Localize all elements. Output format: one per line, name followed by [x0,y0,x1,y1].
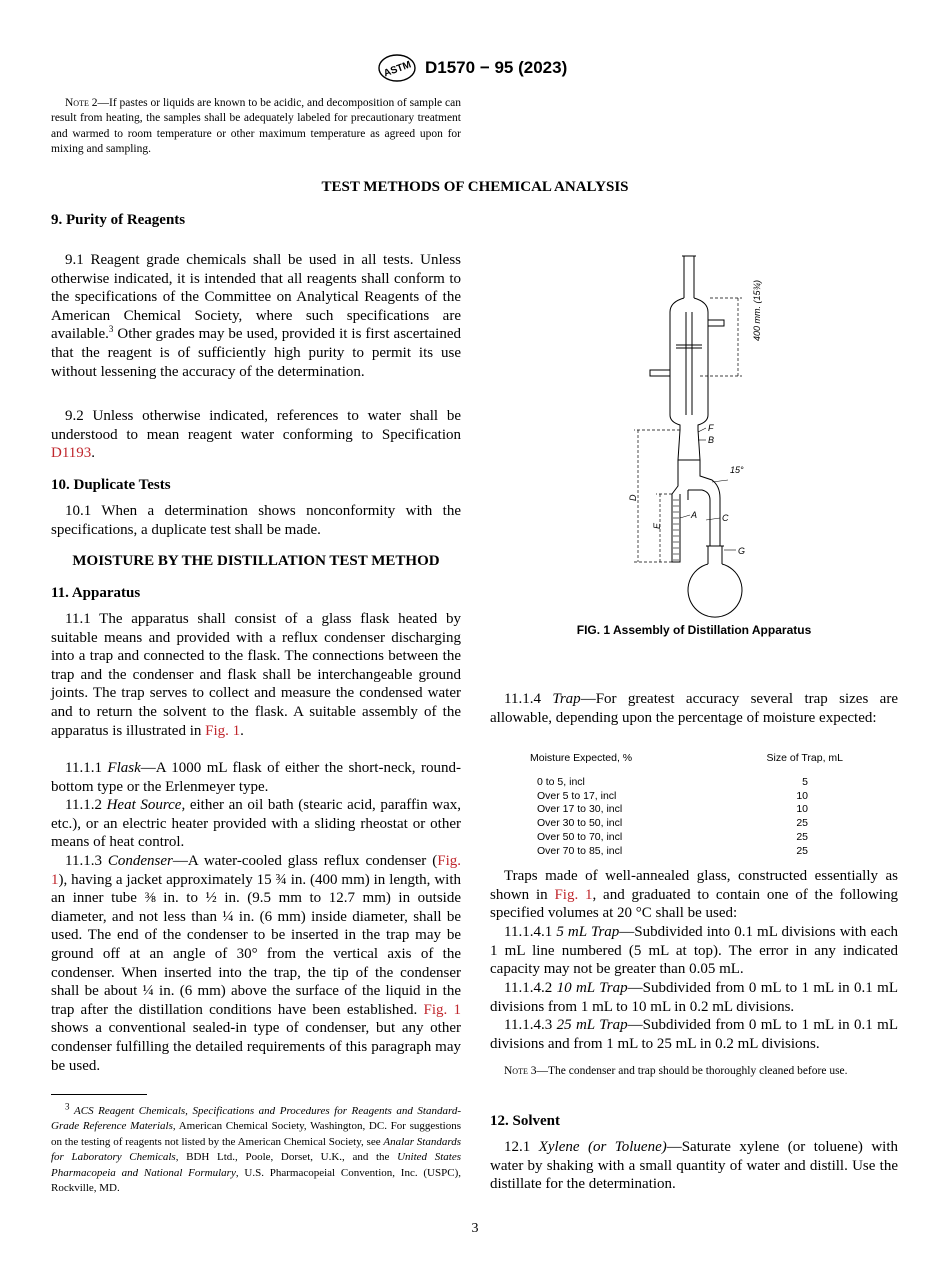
label-b: B [708,435,715,445]
link-fig-1[interactable]: Fig. 1 [205,722,241,739]
footnote-divider [51,1094,147,1095]
table-row [530,831,855,845]
dimension-label: 400 mm. (15¾) [752,279,762,341]
link-fig-1[interactable]: Fig. 1 [423,1001,461,1018]
para-11-1-3: 11.1.3 Condenser—A water-cooled glass reflux condenser (Fig. 1), having a jacket approximately 15 ¾ in. (400 mm) in length, with an inner tube ⅜ in. to ½ in. (9.5 mm to 12.7 mm) in outside diameter, and not less than ¼ in. (6 mm) inside diameter, shall be used. The end of the condenser to be inserted in the trap may be ground off at an angle of 30° from the vertical axis of the condenser. When inserted into the trap, the tip of the condenser shall be about ¼ in. (6 mm) above the surface of the liquid in the trap after the distillation conditions have been established. Fig. 1 shows a conventional sealed-in type of condenser, but any other condenser fulfilling the detailed requirements of this paragraph may be used. [51,853,461,1074]
page-header [378,54,608,82]
figure-1-caption: FIG. 1 Assembly of Distillation Apparatus [576,623,812,637]
page-number: 3 [471,1221,479,1236]
table-cell: 25 [796,844,808,857]
section-10-title: 10. Duplicate Tests [51,477,171,493]
svg-text:ASTM: ASTM [382,59,413,80]
link-fig-1[interactable]: Fig. 1 [554,886,593,903]
flask-neck [706,546,724,564]
para-10-1: 10.1 When a determination shows nonconformity with the specifications, a duplicate test shall be made. [51,503,461,538]
heading-chemical-analysis: TEST METHODS OF CHEMICAL ANALYSIS [321,179,629,195]
table-cell: Over 50 to 70, incl [537,830,623,843]
condenser-inner-tube [686,312,692,415]
astm-logo [378,54,416,82]
condenser-jacket [670,298,708,430]
flask [688,564,742,617]
ground-joint [678,430,700,460]
para-11-1-2: 11.1.2 Heat Source, either an oil bath (stearic acid, paraffin wax, etc.), or an electric heater provided with a sliding rheostat or other means of heat control. [51,797,461,851]
table-header-row [530,752,855,766]
para-12-1: 12.1 Xylene (or Toluene)—Saturate xylene (or toluene) with water by shaking with a small quantity of water and distill. Use the distillate for the determination. [490,1139,898,1193]
table-row [530,790,855,804]
table-cell: 5 [802,775,808,788]
table-cell: 25 [796,817,808,830]
para-11-1-1: 11.1.1 Flask—A 1000 mL flask of either the short-neck, round-bottom type or the Erlenmeyer type. [51,760,461,795]
document-designation: D1570 − 95 (2023) [425,58,568,77]
note-3: Note 3—The condenser and trap should be thoroughly cleaned before use. [504,1065,848,1077]
section-11-title: 11. Apparatus [51,585,141,601]
table-cell: 10 [796,803,808,816]
section-9-title: 9. Purity of Reagents [51,212,186,228]
table-cell: 25 [796,830,808,843]
table-row [530,776,855,790]
link-d1193[interactable]: D1193 [51,445,92,462]
table-cell: Over 17 to 30, incl [537,803,623,816]
table-cell: 10 [796,789,808,802]
para-11-1: 11.1 The apparatus shall consist of a glass flask heated by suitable means and provided with a reflux condenser discharging into a trap and connected to the flask. The connections between the trap and the condenser and flask shall be interchangeable ground joints. The trap serves to collect and measure the condensed water and to return the solvent to the flask. A suitable assembly of the apparatus is illustrated in Fig. 1. [51,611,461,739]
table-cell: Over 70 to 85, incl [537,844,623,857]
label-g: G [738,546,746,556]
section-12-title: 12. Solvent [490,1113,561,1129]
angle-label: 15° [730,465,744,475]
trap-graduations [673,500,679,560]
para-11-1-4-3: 11.1.4.3 25 mL Trap—Subdivided from 0 mL to 1 mL in 0.1 mL divisions and from 1 mL to 25 mL in 0.2 mL divisions. [490,1017,898,1052]
water-inlet-arm [650,370,670,376]
table-cell: Over 30 to 50, incl [537,817,623,830]
table-cell: 0 to 5, incl [537,775,585,788]
label-a: A [691,510,698,520]
water-outlet-arm [708,320,724,326]
para-traps: Traps made of well-annealed glass, constructed essentially as shown in Fig. 1, and graduated to contain one of the following specified volumes at 20 °C shall be used: [490,868,899,922]
table-row [530,845,855,859]
para-9-1: 9.1 Reagent grade chemicals shall be used in all tests. Unless otherwise indicated, it is intended that all reagents shall conform to the specifications of the Committee on Analytical Reagents of the American Chemical Society, where such specifications are available.$^3$ Other grades may be used, provided it is first ascertained that the reagent is of sufficiently high purity to permit its use without lessening the accuracy of the determination. [51,252,461,380]
link-fig-1[interactable]: Fig. 1 [51,853,461,888]
table-header: Moisture Expected, % [530,752,633,764]
para-9-2: 9.2 Unless otherwise indicated, references to water shall be understood to mean reagent water conforming to Specification D1193. [51,408,461,462]
condenser-top-tube [682,256,696,298]
footnote-3: $^3$ ACS Reagent Chemicals, Specifications and Procedures for Reagents and Standard-Grade Reference Materials, American Chemical Society, Washington, DC. For suggestions on the testing of reagents not listed by the American Chemical Society, see Analar Standards for Laboratory Chemicals, BDH Ltd., Poole, Dorset, U.K., and the United States Pharmacopeia and National Formulary, U.S. Pharmacopeial Convention, Inc. (USPC), Rockville, MD. [51,1101,462,1195]
para-11-1-4: 11.1.4 Trap—For greatest accuracy several trap sizes are allowable, depending upon the percentage of moisture expected: [490,691,898,726]
para-11-1-4-1: 11.1.4.1 5 mL Trap—Subdivided into 0.1 mL divisions with each 1 mL line numbered (5 mL at top). The error in any indicated capacity may not be greater than 0.05 mL. [490,924,898,978]
table-header: Size of Trap, mL [766,752,843,764]
heading-moisture-method: MOISTURE BY THE DISTILLATION TEST METHOD [72,553,440,569]
table-row [530,803,855,817]
note-2: Note 2—If pastes or liquids are known to be acidic, and decomposition of sample can result from heating, the samples shall be adequately labeled for precautionary treatment and warmed to room temperature or other maximum temperature as agreed upon for mixing and sampling. [51,97,462,155]
trap-size-table [530,752,855,859]
label-d: D [628,494,638,501]
figure-labels [628,280,762,556]
table-row [530,817,855,831]
label-c: C [722,513,729,523]
label-e: E [652,522,662,529]
table-cell: Over 5 to 17, incl [537,789,617,802]
label-f: F [708,423,714,433]
para-11-1-4-2: 11.1.4.2 10 mL Trap—Subdivided from 0 mL to 1 mL in 0.1 mL divisions from 1 mL to 10 mL in 0.2 mL divisions. [490,980,898,1015]
figure-1-diagram [620,250,770,620]
